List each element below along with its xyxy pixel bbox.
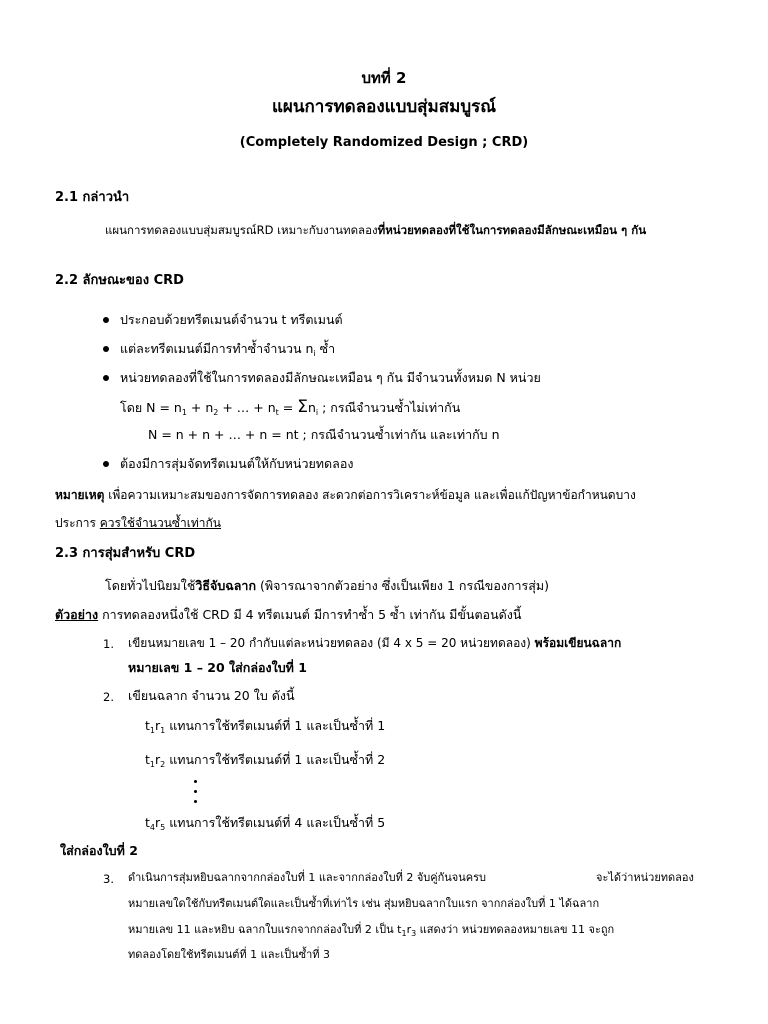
text: โดยทั่วไปนิยมใช้ (105, 578, 196, 593)
label-t1r1 (145, 718, 385, 739)
bullet-item-randomize: ต้องมีการสุ่มจัดทรีตเมนต์ให้กับหน่วยทดลอง (120, 456, 354, 471)
text: แทนการใช้ทรีตเมนต์ที่ 4 และเป็นซ้ำที่ 5 (165, 815, 386, 830)
subscript: 4 (149, 823, 155, 832)
subscript: 1 (160, 726, 166, 735)
emphasis: พร้อมเขียนฉลาก (534, 636, 622, 650)
subscript: i (313, 349, 316, 358)
subscript: 1 (149, 760, 155, 769)
text: t (145, 718, 150, 733)
step-number: 1. (103, 637, 114, 651)
ellipsis-dot (194, 800, 197, 803)
note-text: ประการ (55, 516, 100, 530)
section-2-1-paragraph (105, 222, 646, 238)
ellipsis-dot (194, 780, 197, 783)
text: การทดลองหนึ่งใช้ CRD มี 4 ทรีตเมนต์ มีการทำซ้ำ 5 ซ้ำ เท่ากัน มีขั้นตอนดังนี้ (98, 607, 522, 622)
text: r (155, 815, 161, 830)
text: + … + n (218, 400, 276, 415)
note-line-2 (55, 515, 221, 531)
formula-unequal (120, 399, 460, 421)
text: r (406, 923, 412, 936)
text: แทนการใช้ทรีตเมนต์ที่ 1 และเป็นซ้ำที่ 1 (165, 718, 386, 733)
step-3-line-1b: จะได้ว่าหน่วยทดลอง (596, 871, 694, 884)
text: (พิจารณาจากตัวอย่าง ซึ่งเป็นเพียง 1 กรณีของการสุ่ม) (256, 578, 550, 593)
text: ซ้ำ (315, 341, 336, 356)
step-number: 2. (103, 690, 114, 704)
note-emphasis: ควรใช้จำนวนซ้ำเท่ากัน (99, 516, 222, 530)
note-label: หมายเหตุ (55, 488, 105, 502)
example-label: ตัวอย่าง (55, 607, 99, 622)
subscript: 2 (160, 760, 166, 769)
label-t1r2 (145, 752, 385, 773)
bullet-icon (103, 375, 109, 381)
step-3-line-1a: ดำเนินการสุ่มหยิบฉลากจากกล่องใบที่ 1 และจากกล่องใบที่ 2 จับคู่กันจนครบ (128, 871, 487, 884)
subscript: 1 (401, 929, 407, 938)
subscript: 1 (149, 726, 155, 735)
emphasis: วิธีจับฉลาก (195, 578, 257, 593)
chapter-subtitle: (Completely Randomized Design ; CRD) (239, 135, 529, 150)
section-2-2-heading: 2.2 ลักษณะของ CRD (55, 273, 184, 288)
text: แทนการใช้ทรีตเมนต์ที่ 1 และเป็นซ้ำที่ 2 (165, 752, 386, 767)
step-number: 3. (103, 872, 114, 886)
box-2-label: ใส่กล่องใบที่ 2 (60, 843, 138, 858)
text: เขียนหมายเลข 1 – 20 กำกับแต่ละหน่วยทดลอง (มี 4 x 5 = 20 หน่วยทดลอง) (128, 636, 535, 650)
bullet-icon (103, 346, 109, 352)
bullet-item-replications (120, 341, 335, 362)
step-3-line-2: หมายเลขใดใช้กับทรีตเมนต์ใดและเป็นซ้ำที่เท่าไร เช่น สุ่มหยิบฉลากใบแรก จากกล่องใบที่ 1 ได้ฉลาก (128, 897, 600, 910)
label-t4r5 (145, 815, 385, 836)
text: โดย N = n (120, 400, 182, 415)
subscript: t (275, 408, 279, 417)
step-3-line-4: ทดลองโดยใช้ทรีตเมนต์ที่ 1 และเป็นซ้ำที่ 3 (128, 948, 331, 961)
note-line-1 (55, 487, 636, 503)
text: n (307, 400, 316, 415)
text: t (145, 752, 150, 767)
ellipsis-dot (194, 790, 197, 793)
text: แต่ละทรีตเมนต์มีการทำซ้ำจำนวน n (120, 341, 314, 356)
example-line (55, 607, 521, 623)
chapter-number: บทที่ 2 (361, 69, 407, 87)
section-2-3-heading: 2.3 การสุ่มสำหรับ CRD (55, 546, 196, 561)
subscript: 3 (411, 929, 417, 938)
step-1-line-1 (128, 635, 621, 651)
text: แสดงว่า หน่วยทดลองหมายเลข 11 จะถูก (416, 923, 615, 936)
chapter-title: แผนการทดลองแบบสุ่มสมบูรณ์ (271, 97, 497, 117)
subscript: 1 (181, 408, 187, 417)
text: หมายเลข 11 และหยิบ ฉลากใบแรกจากกล่องใบที่ 2 เป็น t (128, 923, 402, 936)
text: ; กรณีจำนวนซ้ำไม่เท่ากัน (318, 400, 461, 415)
text: = (278, 400, 298, 415)
text: + n (186, 400, 214, 415)
section-2-1-heading: 2.1 กล่าวนำ (55, 190, 130, 205)
bullet-icon (103, 461, 109, 467)
note-text: เพื่อความเหมาะสมของการจัดการทดลอง สะดวกต่อการวิเคราะห์ข้อมูล และเพื่อแก้ปัญหาข้อกำหนดบาง (104, 488, 636, 502)
subscript: 2 (213, 408, 219, 417)
sigma-symbol: Σ (297, 397, 308, 417)
formula-equal: N = n + n + … + n = nt ; กรณีจำนวนซ้ำเท่ากัน และเท่ากับ n (148, 427, 500, 442)
section-2-3-paragraph (105, 578, 549, 594)
step-2-text: เขียนฉลาก จำนวน 20 ใบ ดังนี้ (128, 688, 295, 703)
step-1-line-2: หมายเลข 1 – 20 ใส่กล่องใบที่ 1 (128, 660, 307, 675)
text: t (145, 815, 150, 830)
text: r (155, 752, 161, 767)
bullet-item-units: หน่วยทดลองที่ใช้ในการทดลองมีลักษณะเหมือน ๆ กัน มีจำนวนทั้งหมด N หน่วย (120, 370, 541, 385)
subscript: i (315, 408, 319, 417)
bullet-icon (103, 317, 109, 323)
paragraph-text: แผนการทดลองแบบสุ่มสมบูรณ์RD เหมาะกับงานทดลอง (105, 223, 378, 237)
step-3-line-3 (128, 922, 614, 942)
bullet-item-treatments: ประกอบด้วยทรีตเมนต์จำนวน t ทรีตเมนต์ (120, 312, 343, 327)
paragraph-emphasis: ที่หน่วยทดลองที่ใช้ในการทดลองมีลักษณะเหมือน ๆ กัน (377, 223, 647, 237)
text: r (155, 718, 161, 733)
subscript: 5 (160, 823, 166, 832)
